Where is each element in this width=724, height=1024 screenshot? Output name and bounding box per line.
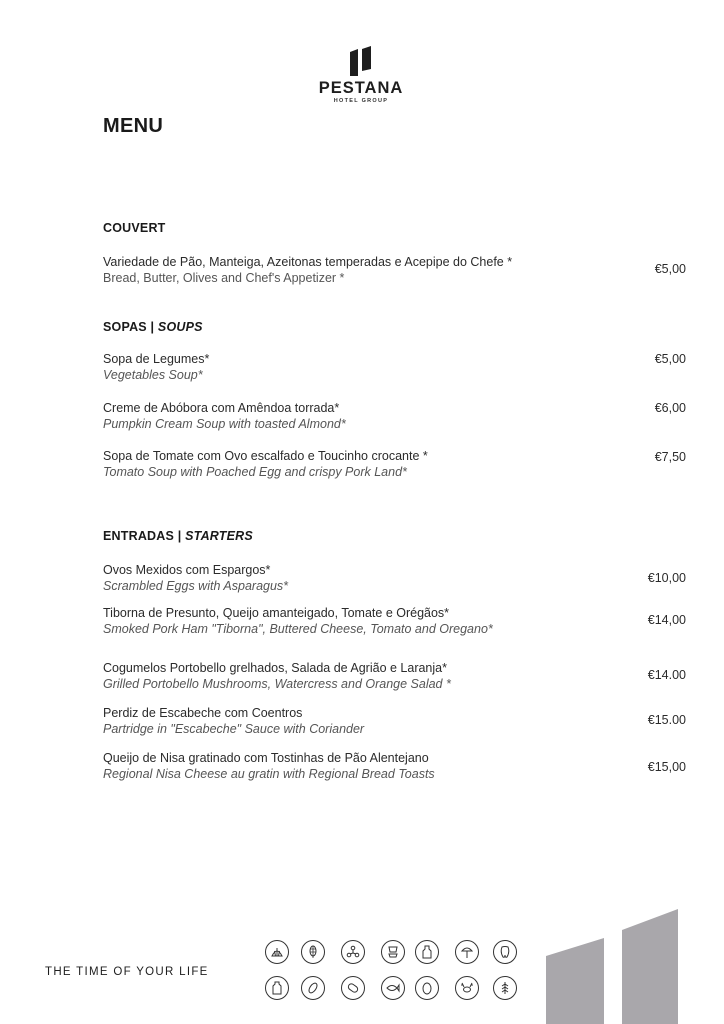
item-price: €14.00 [647,668,686,682]
mustard-icon [455,940,479,964]
shellfish-icon [265,940,289,964]
section-title-separator: | [150,320,155,334]
item-name-en: Smoked Pork Ham "Tiborna", Buttered Cheese, Tomato and Oregano* [103,622,493,636]
item-name-en: Scrambled Eggs with Asparagus* [103,579,289,593]
peanut-icon [493,940,517,964]
section-title-separator: | [177,529,182,543]
item-name-pt: Perdiz de Escabeche com Coentros [103,706,303,720]
item-price: €6,00 [654,401,686,415]
item-name-pt: Sopa de Tomate com Ovo escalfado e Toucinho crocante * [103,449,428,463]
menu-item [103,254,688,286]
crustacean-icon [455,976,479,1000]
item-name-en: Partridge in "Escabeche" Sauce with Coriander [103,722,365,736]
menu-item [103,705,688,737]
item-name-pt: Creme de Abóbora com Amêndoa torrada* [103,401,340,415]
celery-icon [341,976,365,1000]
section-title-pt: ENTRADAS [103,529,175,543]
menu-item [103,351,688,383]
page-title: MENU [103,115,164,137]
cereal-icon [301,940,325,964]
section-title-text: COUVERT [103,221,166,235]
item-name-pt: Queijo de Nisa gratinado com Tostinhas de Pão Alentejano [103,751,429,765]
soy-icon [415,940,439,964]
item-name-pt: Variedade de Pão, Manteiga, Azeitonas temperadas e Acepipe do Chefe * [103,255,513,269]
menu-item [103,400,688,432]
gluten-icon [493,976,517,1000]
menu-item [103,605,688,637]
brand-logo [315,46,407,105]
item-price: €5,00 [654,262,686,276]
item-name-pt: Ovos Mexidos com Espargos* [103,563,271,577]
lupin-icon [341,940,365,964]
item-name-en: Bread, Butter, Olives and Chef's Appetizer * [103,271,345,285]
item-name-pt: Tiborna de Presunto, Queijo amanteigado, Tomate e Orégãos* [103,606,450,620]
menu-item [103,660,688,692]
item-name-en: Pumpkin Cream Soup with toasted Almond* [103,417,346,431]
tagline: THE TIME OF YOUR LIFE [45,966,209,978]
egg-icon [415,976,439,1000]
brand-name: PESTANA [318,79,404,97]
sesame-icon [381,940,405,964]
item-price: €10,00 [647,571,686,585]
pestana-mark-icon [350,46,372,76]
menu-item [103,448,688,480]
item-name-en: Regional Nisa Cheese au gratin with Regional Bread Toasts [103,767,435,781]
section-title-pt: SOPAS [103,320,147,334]
menu-item [103,562,688,594]
brand-subtitle: HOTEL GROUP [333,98,389,104]
item-name-en: Tomato Soup with Poached Egg and crispy Pork Land* [103,465,407,479]
item-name-en: Grilled Portobello Mushrooms, Watercress and Orange Salad * [103,677,451,691]
item-price: €5,00 [654,352,686,366]
item-price: €14,00 [647,613,686,627]
fish-icon [381,976,405,1000]
item-price: €15,00 [647,760,686,774]
section-title-en: SOUPS [157,320,203,334]
milk-icon [265,976,289,1000]
item-price: €15.00 [647,713,686,727]
section-title-couvert [103,221,166,235]
section-title-soups [103,320,203,334]
item-name-pt: Cogumelos Portobello grelhados, Salada de Agrião e Laranja* [103,661,447,675]
section-title-starters [103,529,253,543]
item-price: €7,50 [654,450,686,464]
item-name-en: Vegetables Soup* [103,368,203,382]
decorative-building-shapes [546,906,724,1024]
section-title-en: STARTERS [185,529,253,543]
menu-item [103,750,688,782]
item-name-pt: Sopa de Legumes* [103,352,210,366]
nuts-icon [301,976,325,1000]
